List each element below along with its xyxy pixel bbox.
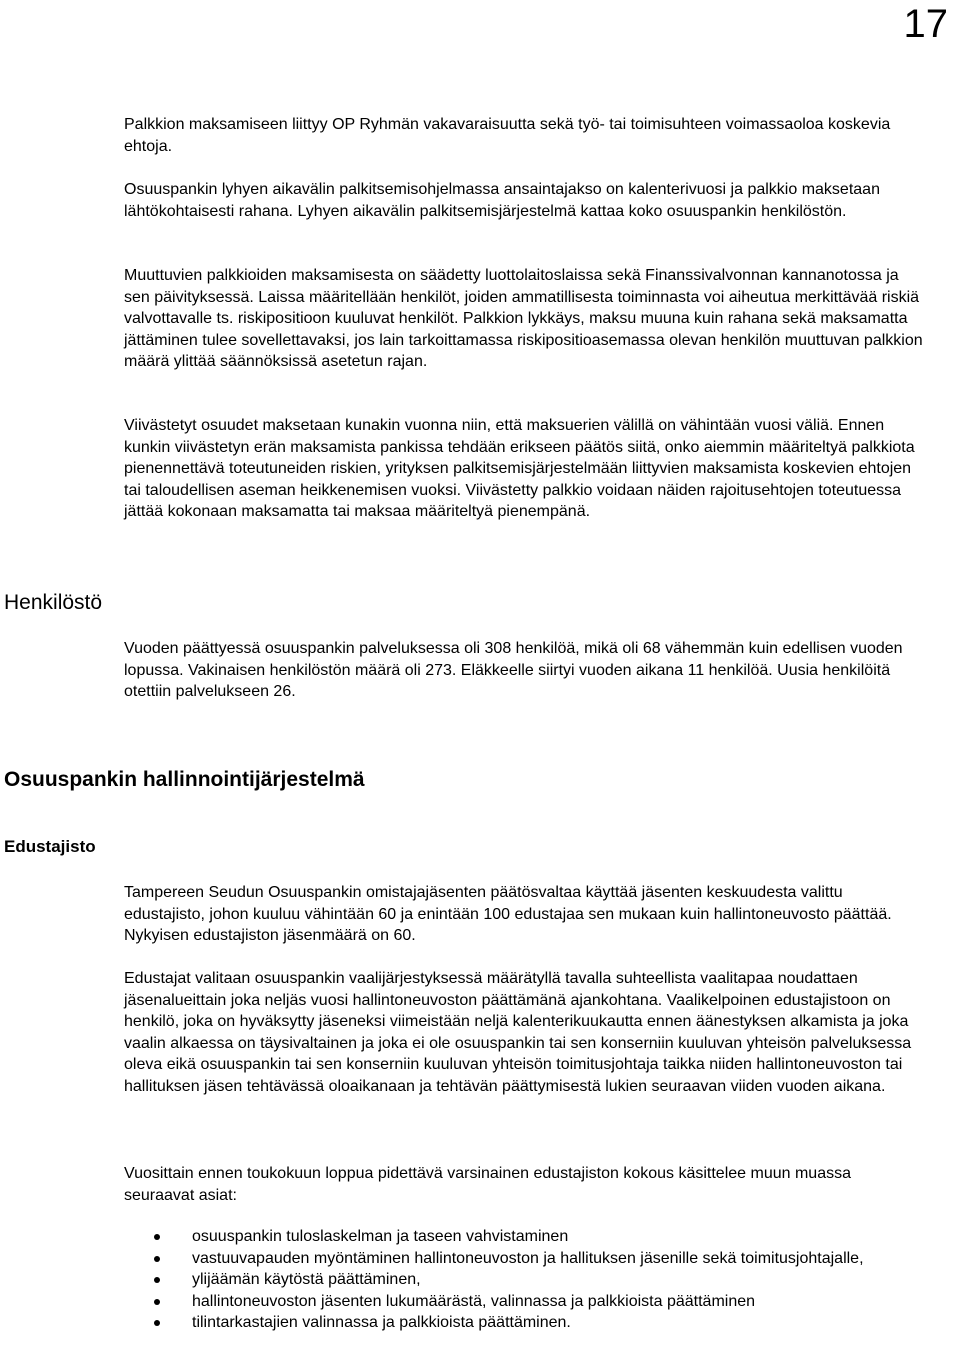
list-item-text: hallintoneuvoston jäsenten lukumäärästä, valinnassa ja palkkioista päättäminen [192,1292,756,1310]
heading-personnel: Henkilöstö [4,591,103,614]
list-item-text: vastuuvapauden myöntäminen hallintoneuvoston ja hallituksen jäsenille sekä toimitusjohtajalle, [192,1249,864,1267]
meeting-agenda-list [124,1226,924,1334]
list-item [124,1291,924,1313]
list-item [124,1248,924,1270]
paragraph-personnel-count: Vuoden päättyessä osuuspankin palveluksessa oli 308 henkilöä, mikä oli 68 vähemmän kuin edellisen vuoden lopussa. Vakinaisen henkilöstön määrä oli 273. Eläkkeelle siirtyi vuoden aikana 11 henkilöä. Uusia henkilöitä otettiin palvelukseen 26. [124,640,903,701]
list-item [124,1226,924,1248]
heading-edustajisto: Edustajisto [4,837,96,856]
list-item [124,1269,924,1291]
paragraph-payment-conditions: Palkkion maksamiseen liittyy OP Ryhmän vakavaraisuutta sekä työ- tai toimisuhteen voimassaoloa koskevia ehtoja. [124,116,891,155]
list-item-text: ylijäämän käytöstä päättäminen, [192,1271,421,1289]
paragraph-representative-council: Tampereen Seudun Osuuspankin omistajajäsenten päätösvaltaa käyttää jäsenten keskuudesta valittu edustajisto, johon kuuluu vähintään 60 ja enintään 100 edustajaa sen mukaan kuin hallintoneuvosto päättää. Nykyisen edustajiston jäsenmäärä on 60. [124,884,892,945]
heading-governance: Osuuspankin hallinnointijärjestelmä [4,768,365,791]
paragraph-annual-meeting: Vuosittain ennen toukokuun loppua pidettävä varsinainen edustajiston kokous käsittelee muun muassa seuraavat asiat: [124,1165,851,1204]
bullet-icon [154,1256,160,1262]
list-item-text: tilintarkastajien valinnassa ja palkkioista päättäminen. [192,1314,571,1332]
page-number: 17 [903,2,948,46]
paragraph-variable-pay-regulation: Muuttuvien palkkioiden maksamisesta on säädetty luottolaitoslaissa sekä Finanssivalvonnan kannanotossa ja sen päivityksessä. Laissa määritellään henkilöt, joiden ammatillisesta toiminnasta voi aiheutua merkittävää riskiä valvottavalle ts. riskipositioon kuuluvat henkilöt. Palkkion lykkäys, maksu muuna kuin rahana sekä maksamatta jättäminen tulee sovellettavaksi, jos lain tarkoittamassa riskipositioasemassa olevan henkilön muuttuvan palkkion määrä ylittää säännöksissä asetetun rajan. [124,267,923,371]
list-item-text: osuuspankin tuloslaskelman ja taseen vahvistaminen [192,1228,569,1245]
paragraph-short-term-incentive: Osuuspankin lyhyen aikavälin palkitsemisohjelmassa ansaintajakso on kalenterivuosi ja palkkio maksetaan lähtökohtaisesti rahana. Lyhyen aikavälin palkitsemisjärjestelmä kattaa koko osuuspankin henkilöstön. [124,181,880,220]
list-item [124,1312,924,1334]
bullet-icon [154,1320,160,1326]
bullet-icon [154,1234,160,1240]
paragraph-election: Edustajat valitaan osuuspankin vaalijärjestyksessä määrätyllä tavalla suhteellista vaalitapaa noudattaen jäsenalueittain joka neljäs vuosi hallintoneuvoston päättämänä ajankohtana. Vaalikelpoinen edustajistoon on henkilö, joka on hyväksytty jäseneksi viimeistään neljä kalenterikuukautta ennen äänestyksen alkamista ja joka vaalin alkaessa on täysivaltainen ja joka ei ole osuuspankin tai sen konserniin kuuluvan yhteisön palveluksessa oleva eikä osuuspankin tai sen konserniin kuuluvan yhteisön toimitusjohtaja taikka niiden hallintoneuvoston tai hallituksen jäsen tehtävässä oloaikanaan ja tehtävän päättymisestä lukien seuraavan viiden vuoden aikana. [124,970,912,1095]
paragraph-deferred-payments: Viivästetyt osuudet maksetaan kunakin vuonna niin, että maksuerien välillä on vähintään vuosi väliä. Ennen kunkin viivästetyn erän maksamista pankissa tehdään erikseen päätös siitä, onko aiemmin määriteltyä palkkiota pienennettävä toteutuneiden riskien, yrityksen palkitsemisjärjestelmään liittyvien maksamista koskevien ehtojen tai taloudellisen aseman heikkenemisen vuoksi. Viivästetty palkkio voidaan näiden rajoitusehtojen toteutuessa jättää kokonaan maksamatta tai maksaa määriteltyä pienempänä. [124,417,915,521]
bullet-icon [154,1299,160,1305]
bullet-icon [154,1277,160,1283]
